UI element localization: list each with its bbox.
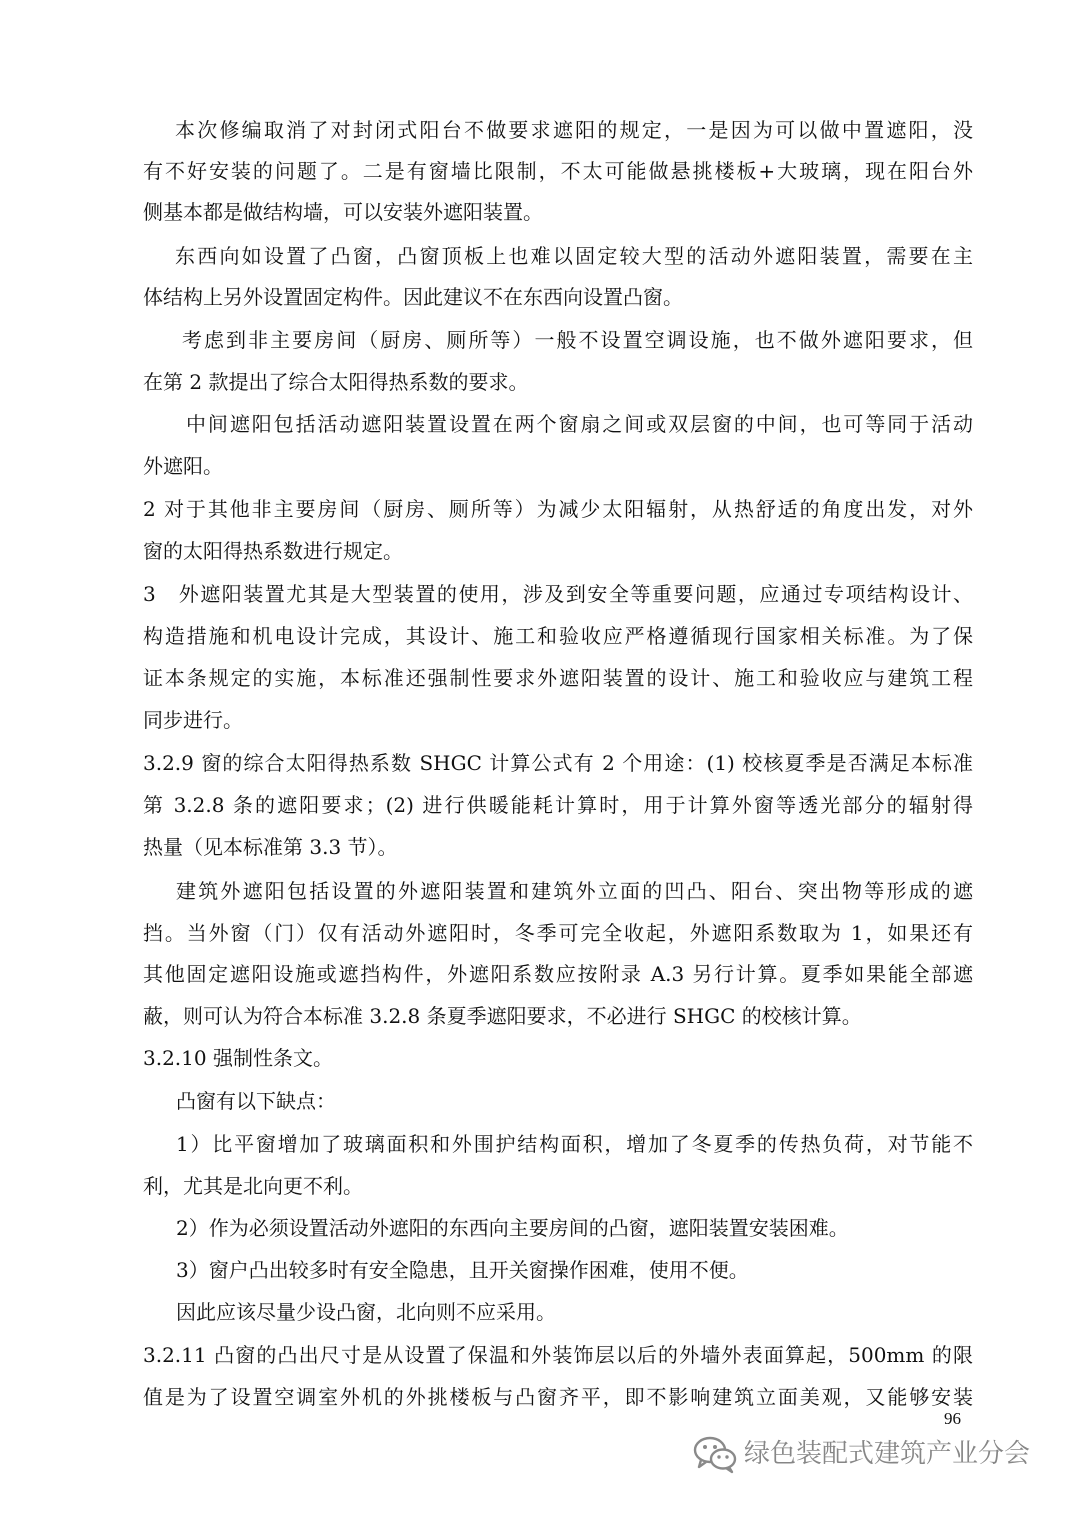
text-line: 体结构上另外设置固定构件。因此建议不在东西向设置凸窗。 xyxy=(143,285,683,309)
text-line: 2）作为必须设置活动外遮阳的东西向主要房间的凸窗，遮阳装置安装困难。 xyxy=(176,1216,849,1240)
text-line: 第 3.2.8 条的遮阳要求；(2) 进行供暖能耗计算时，用于计算外窗等透光部分的辐射得 xyxy=(143,793,973,817)
text-line: 2 对于其他非主要房间（厨房、厕所等）为减少太阳辐射，从热舒适的角度出发，对外 xyxy=(143,497,973,521)
text-line: 侧基本都是做结构墙，可以安装外遮阳装置。 xyxy=(143,200,543,224)
text-line: 3.2.9 窗的综合太阳得热系数 SHGC 计算公式有 2 个用途：(1) 校核夏季是否满足本标准 xyxy=(143,751,973,775)
page-number: 96 xyxy=(944,1409,961,1428)
text-line: 东西向如设置了凸窗，凸窗顶板上也难以固定较大型的活动外遮阳装置，需要在主 xyxy=(175,244,973,268)
text-line: 本次修编取消了对封闭式阳台不做要求遮阳的规定，一是因为可以做中置遮阳，没 xyxy=(175,118,973,142)
text-line: 挡。当外窗（门）仅有活动外遮阳时，冬季可完全收起，外遮阳系数取为 1，如果还有 xyxy=(143,921,973,945)
text-line: 其他固定遮阳设施或遮挡构件，外遮阳系数应按附录 A.3 另行计算。夏季如果能全部遮 xyxy=(143,962,973,986)
text-line: 3.2.11 凸窗的凸出尺寸是从设置了保温和外装饰层以后的外墙外表面算起，500mm 的限 xyxy=(143,1343,973,1367)
text-line: 值是为了设置空调室外机的外挑楼板与凸窗齐平，即不影响建筑立面美观，又能够安装 xyxy=(143,1385,973,1409)
text-line: 凸窗有以下缺点： xyxy=(176,1089,336,1113)
text-line: 有不好安装的问题了。二是有窗墙比限制，不太可能做悬挑楼板+大玻璃，现在阳台外 xyxy=(143,159,973,183)
text-line: 同步进行。 xyxy=(143,708,243,732)
text-line: 建筑外遮阳包括设置的外遮阳装置和建筑外立面的凹凸、阳台、突出物等形成的遮 xyxy=(176,879,973,903)
text-line: 窗的太阳得热系数进行规定。 xyxy=(143,539,403,563)
text-line: 蔽，则可认为符合本标准 3.2.8 条夏季遮阳要求，不必进行 SHGC 的校核计算。 xyxy=(143,1004,862,1028)
text-line: 3.2.10 强制性条文。 xyxy=(143,1046,333,1070)
watermark-text: 绿色装配式建筑产业分会 xyxy=(744,1439,1031,1469)
text-line: 3）窗户凸出较多时有安全隐患，且开关窗操作困难，使用不便。 xyxy=(176,1258,749,1282)
text-line: 中间遮阳包括活动遮阳装置设置在两个窗扇之间或双层窗的中间，也可等同于活动 xyxy=(186,412,973,436)
text-line: 热量（见本标准第 3.3 节）。 xyxy=(143,835,398,859)
text-line: 1）比平窗增加了玻璃面积和外围护结构面积，增加了冬夏季的传热负荷，对节能不 xyxy=(176,1132,973,1156)
text-line: 外遮阳。 xyxy=(143,454,223,478)
wechat-icon xyxy=(692,1434,738,1474)
text-line: 在第 2 款提出了综合太阳得热系数的要求。 xyxy=(143,370,529,394)
text-line: 因此应该尽量少设凸窗，北向则不应采用。 xyxy=(176,1300,556,1324)
text-line: 考虑到非主要房间（厨房、厕所等）一般不设置空调设施，也不做外遮阳要求，但 xyxy=(182,328,973,352)
text-line: 证本条规定的实施，本标准还强制性要求外遮阳装置的设计、施工和验收应与建筑工程 xyxy=(143,666,973,690)
watermark xyxy=(692,1430,1062,1478)
text-line: 3 外遮阳装置尤其是大型装置的使用，涉及到安全等重要问题，应通过专项结构设计、 xyxy=(143,582,973,606)
text-line: 构造措施和机电设计完成，其设计、施工和验收应严格遵循现行国家相关标准。为了保 xyxy=(143,624,973,648)
text-line: 利，尤其是北向更不利。 xyxy=(143,1174,363,1198)
